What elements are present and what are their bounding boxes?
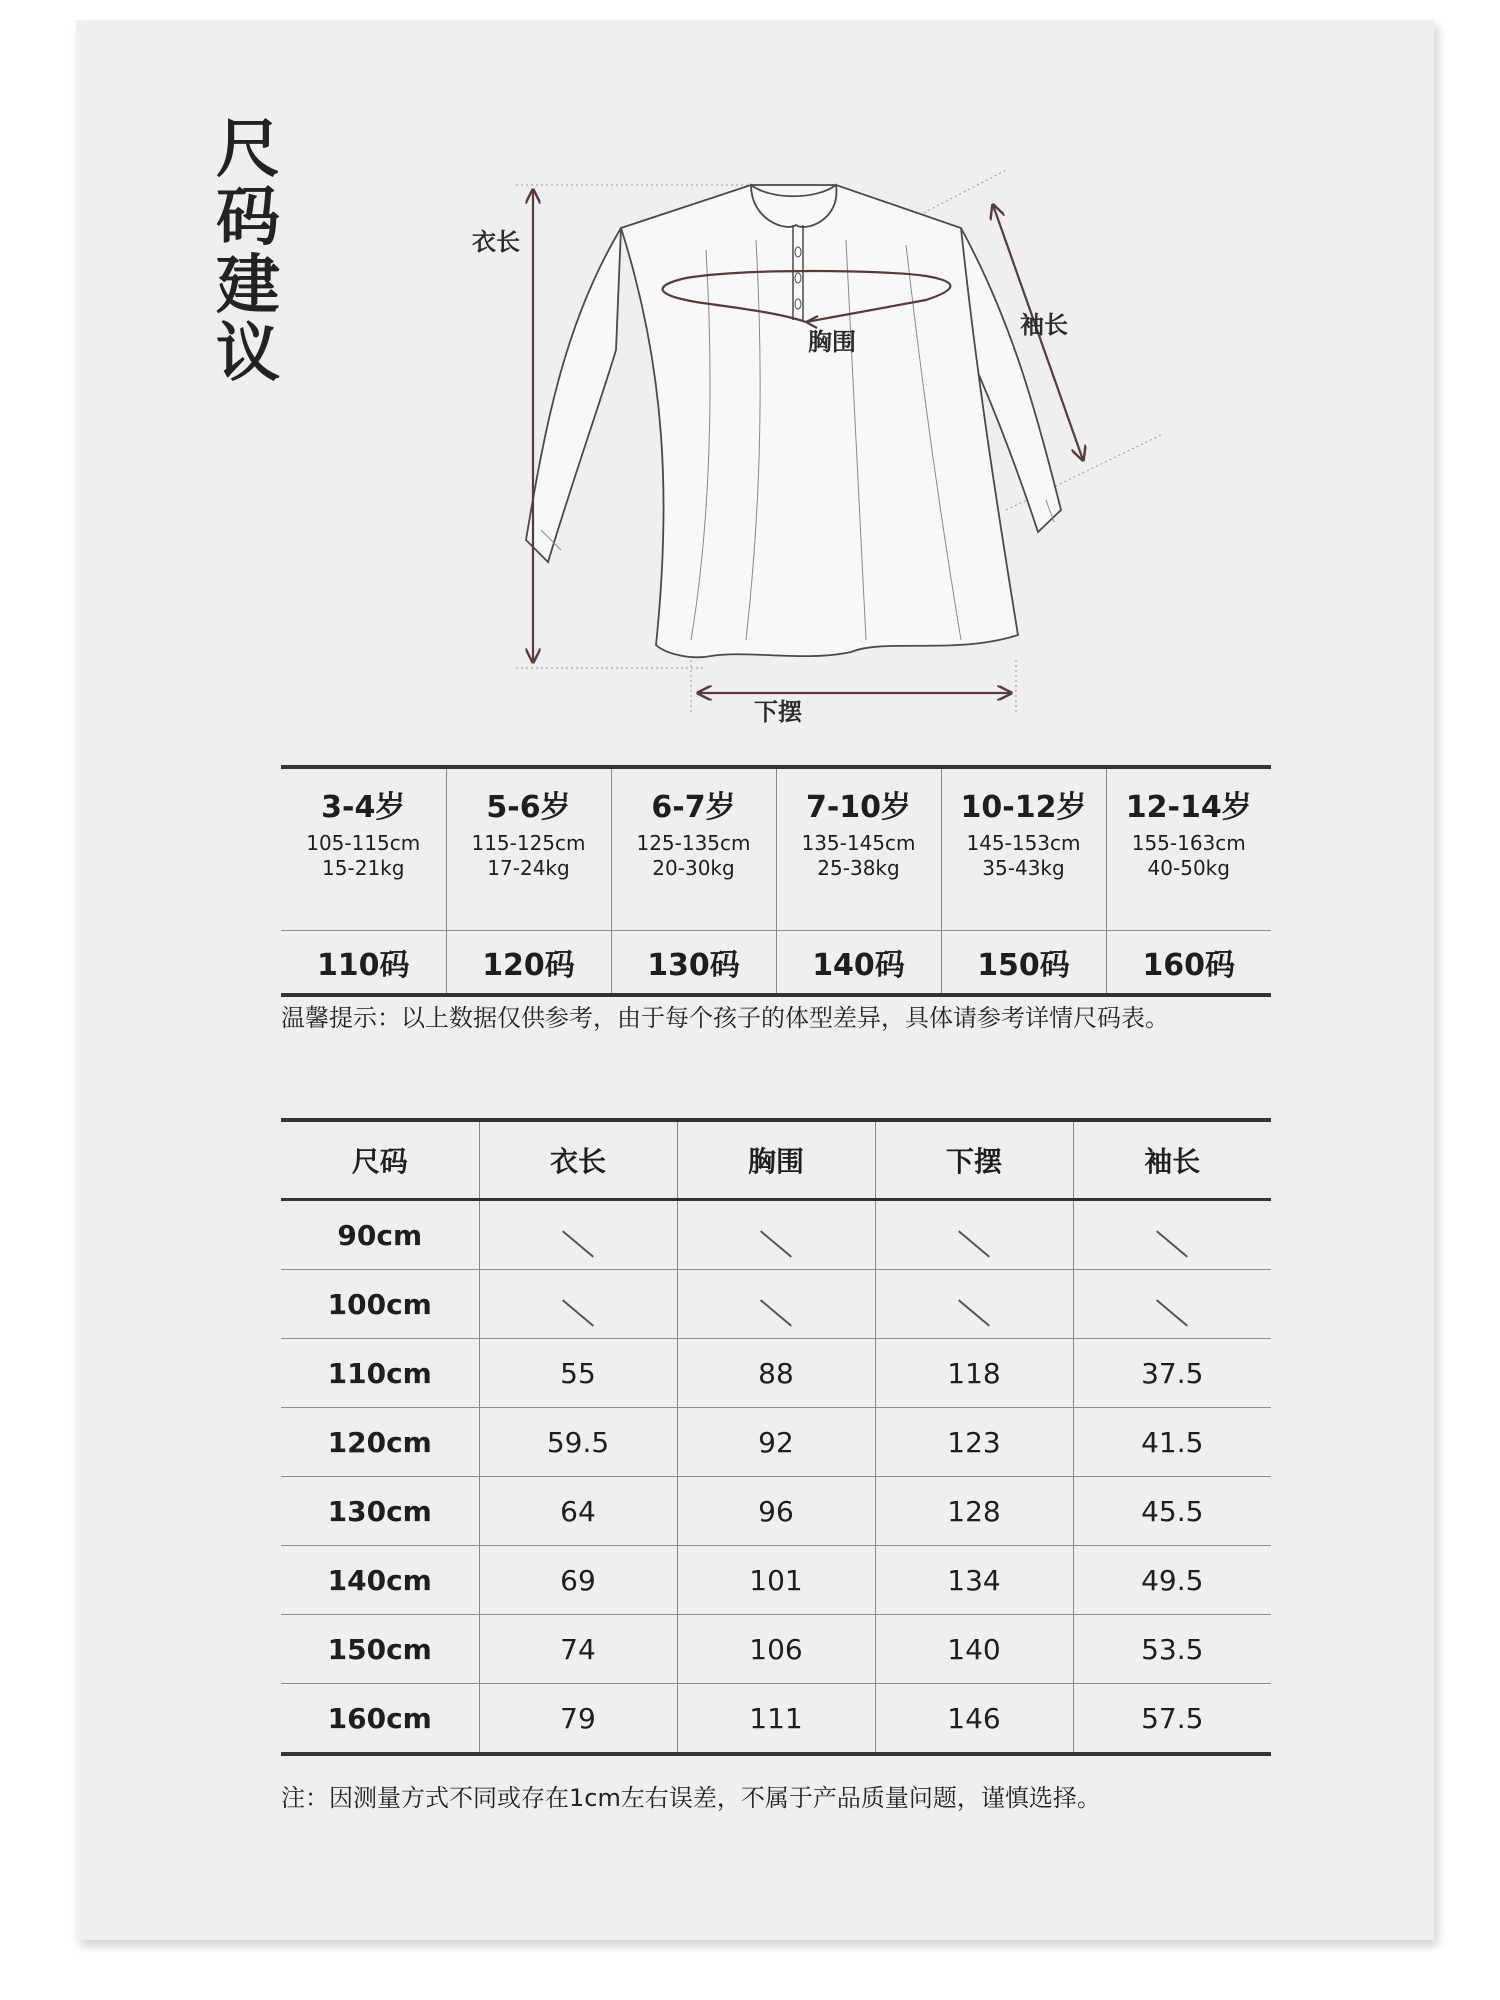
age-label: 3-4岁 [321,790,406,825]
measurement-cell [1073,1200,1271,1270]
table-row [281,1684,1271,1755]
weight-range: 15-21kg [322,856,405,880]
age-label: 6-7岁 [651,790,736,825]
not-applicable-mark [562,1299,594,1326]
table-row [281,1546,1271,1615]
age-cell [281,767,446,931]
not-applicable-mark [760,1299,792,1326]
size-cell: 150cm [281,1615,479,1684]
table-row [281,1200,1271,1270]
label-chest: 胸围 [808,328,856,356]
size-code: 140码 [776,931,941,996]
table-row [281,1408,1271,1477]
measurement-cell: 64 [479,1477,677,1546]
size-cell: 90cm [337,1218,423,1252]
measurement-cell: 106 [677,1615,875,1684]
measurement-cell: 134 [875,1546,1073,1615]
age-cell [776,767,941,931]
title-char: 建 [216,249,280,323]
column-header: 尺码 [281,1120,479,1200]
size-code: 110码 [281,931,446,996]
not-applicable-mark [958,1299,990,1326]
measurement-cell [677,1270,875,1339]
size-code-row [281,931,1271,996]
height-range: 115-125cm [471,831,586,855]
age-label: 10-12岁 [960,790,1087,825]
age-row [281,767,1271,931]
not-applicable-mark [562,1230,594,1257]
not-applicable-mark [1156,1299,1188,1326]
size-code: 150码 [941,931,1106,996]
title-char: 码 [216,181,280,255]
measurement-cell: 92 [677,1408,875,1477]
size-cell: 120cm [281,1408,479,1477]
size-cell: 100cm [281,1270,479,1339]
size-guide-page [76,20,1434,1940]
guide-line [906,170,1041,222]
column-header: 下摆 [875,1120,1073,1200]
column-header: 袖长 [1073,1120,1271,1200]
height-range: 155-163cm [1131,831,1246,855]
measurement-cell [479,1200,677,1270]
height-range: 125-135cm [636,831,751,855]
size-cell: 130cm [281,1477,479,1546]
size-code: 130码 [611,931,776,996]
height-range: 135-145cm [801,831,916,855]
table-row [281,1615,1271,1684]
weight-range: 40-50kg [1147,856,1230,880]
title-char: 议 [216,317,280,391]
measurement-cell: 49.5 [1073,1546,1271,1615]
page-title [212,113,284,391]
size-cell: 110cm [281,1339,479,1408]
table-header-row [281,1120,1271,1200]
label-length: 衣长 [472,228,520,256]
label-hem: 下摆 [754,698,802,726]
dress-diagram [506,170,1196,740]
measurement-table [281,1118,1271,1756]
weight-range: 20-30kg [652,856,735,880]
measurement-cell: 53.5 [1073,1615,1271,1684]
measurement-cell: 74 [479,1615,677,1684]
not-applicable-mark [958,1230,990,1257]
measurement-cell: 57.5 [1073,1684,1271,1755]
weight-range: 25-38kg [817,856,900,880]
measurement-cell: 96 [677,1477,875,1546]
age-cell [446,767,611,931]
measurement-cell: 59.5 [479,1408,677,1477]
measurement-cell: 118 [875,1339,1073,1408]
age-cell [611,767,776,931]
measurement-cell [677,1200,875,1270]
height-range: 105-115cm [306,831,421,855]
size-code: 160码 [1106,931,1271,996]
measurement-cell: 79 [479,1684,677,1755]
weight-range: 35-43kg [982,856,1065,880]
measurement-cell: 37.5 [1073,1339,1271,1408]
table-row [281,1339,1271,1408]
measurement-cell: 69 [479,1546,677,1615]
measurement-cell: 146 [875,1684,1073,1755]
measurement-cell: 88 [677,1339,875,1408]
measurement-cell: 101 [677,1546,875,1615]
title-char: 尺 [216,113,280,187]
height-range: 145-153cm [966,831,1081,855]
column-header: 衣长 [479,1120,677,1200]
measurement-cell: 111 [677,1684,875,1755]
measurement-cell: 140 [875,1615,1073,1684]
measurement-cell [875,1270,1073,1339]
measurement-cell: 128 [875,1477,1073,1546]
age-size-table [281,765,1271,997]
age-label: 5-6岁 [486,790,571,825]
footnote: 注：因测量方式不同或存在1cm左右误差，不属于产品质量问题，谨慎选择。 [281,1784,1101,1812]
size-cell: 160cm [281,1684,479,1755]
measurement-cell [875,1200,1073,1270]
reference-tip: 温馨提示：以上数据仅供参考，由于每个孩子的体型差异，具体请参考详情尺码表。 [281,1004,1169,1032]
not-applicable-mark [760,1230,792,1257]
age-label: 12-14岁 [1125,790,1252,825]
age-cell [1106,767,1271,931]
measurement-cell: 123 [875,1408,1073,1477]
measurement-cell [479,1270,677,1339]
measurement-cell: 41.5 [1073,1408,1271,1477]
measurement-cell: 45.5 [1073,1477,1271,1546]
size-code: 120码 [446,931,611,996]
age-label: 7-10岁 [805,790,912,825]
table-row [281,1477,1271,1546]
not-applicable-mark [1156,1230,1188,1257]
weight-range: 17-24kg [487,856,570,880]
age-cell [941,767,1106,931]
table-row [281,1270,1271,1339]
label-sleeve: 袖长 [1020,311,1068,339]
measurement-cell [1073,1270,1271,1339]
measurement-cell: 55 [479,1339,677,1408]
column-header: 胸围 [677,1120,875,1200]
size-cell: 140cm [281,1546,479,1615]
